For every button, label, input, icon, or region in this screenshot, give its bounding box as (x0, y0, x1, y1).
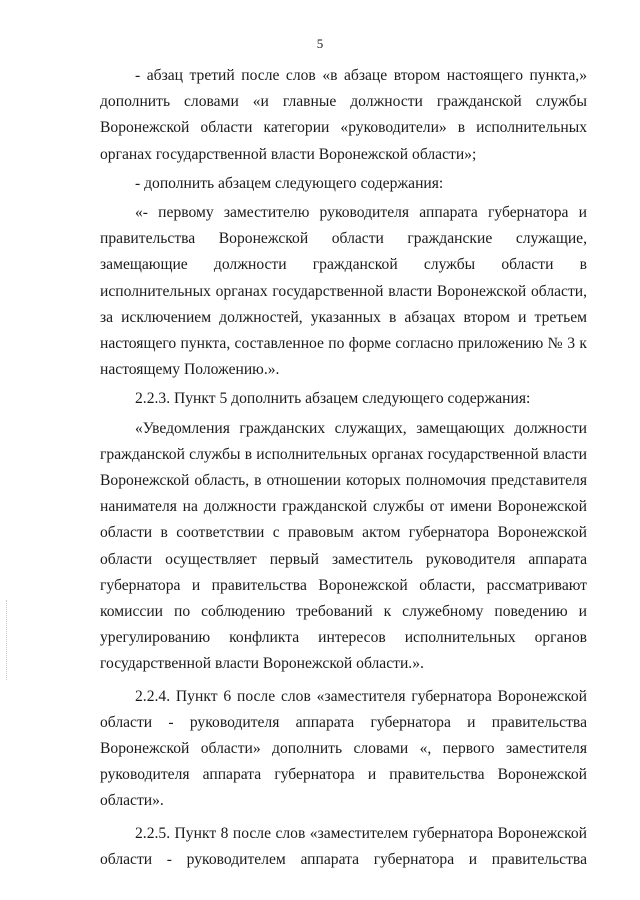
paragraph-uvedomleniya: «Уведомления гражданских служащих, замещающих должности гражданской службы в исполнительных органах государственной власти Воронежской область, в отношении которых полномочия представителя нанимателя на должности гражданской службы от имени Воронежской области в соответствии с правовым актом губернатора Воронежской области осуществляет первый заместитель руководителя аппарата губернатора и правительства Воронежской области, рассматривают комиссии по соблюдению требований к служебному поведению и урегулированию конфликта интересов исполнительных органов государственной власти Воронежской области.». (100, 419, 587, 673)
paragraph-abzac-tretiy: - абзац третий после слов «в абзаце втором настоящего пункта,» дополнить словами «и главные должности гражданской службы Воронежской области категории «руководители» в исполнительных органах государственной власти Воронежской области»; (100, 67, 587, 163)
document-body (100, 63, 587, 873)
paragraph-punkt-2-2-5: 2.2.5. Пункт 8 после слов «заместителем губернатора Воронежской области - руководителем аппарата губернатора и правительства (100, 824, 587, 868)
paragraph-punkt-2-2-3: 2.2.3. Пункт 5 дополнить абзацем следующего содержания: (135, 390, 531, 408)
scan-margin-marks (6, 600, 10, 680)
paragraph-dopolnit-abzacem: - дополнить абзацем следующего содержания: (135, 174, 444, 192)
paragraph-pervomu-zamestitelyu: «- первому заместителю руководителя аппарата губернатора и правительства Воронежской области гражданские служащие, замещающие должности гражданской службы области в исполнительных органах государственной власти Воронежской области, за исключением должностей, указанных в абзацах втором и третьем настоящего пункта, составленное по форме согласно приложению № 3 к настоящему Положению.». (100, 204, 587, 379)
paragraph-punkt-2-2-4: 2.2.4. Пункт 6 после слов «заместителя губернатора Воронежской области - руководителя аппарата губернатора и правительства Воронежской области» дополнить словами «, первого заместителя руководителя аппарата губернатора и правительства Воронежской области». (100, 687, 587, 810)
page-number: 5 (316, 36, 324, 51)
